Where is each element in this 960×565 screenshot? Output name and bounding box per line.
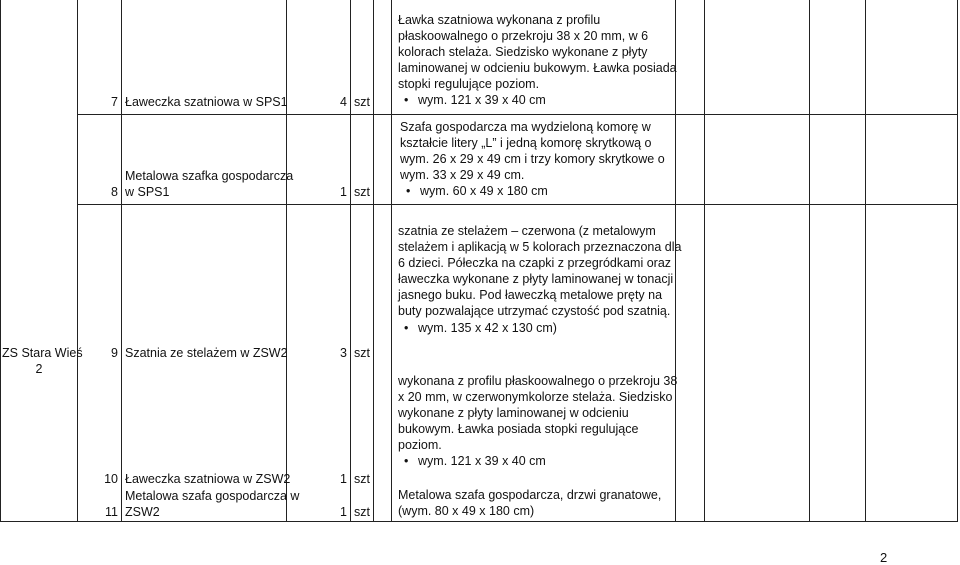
school-label-line: ZS Stara Wieś <box>2 346 83 360</box>
school-label-line: 2 <box>35 361 43 376</box>
dimension-bullet: • wym. 135 x 42 x 130 cm) <box>398 320 674 336</box>
description-line: ławeczka wykonane z płyty laminowanej w tonacji <box>398 272 674 287</box>
description-line: wykonana z profilu płaskoowalnego o przekroju 38 <box>398 374 678 388</box>
description-line: laminowanej w odcieniu bukowym. Ławka posiada <box>398 61 677 76</box>
row-number: 9 <box>111 346 118 360</box>
item-name: Szatnia ze stelażem w ZSW2 <box>125 346 288 360</box>
description-line: kształcie litery „L” i jedną komorę skrytkową o <box>400 136 652 151</box>
description-line: Ławka szatniowa wykonana z profilu <box>398 13 601 27</box>
item-description <box>398 373 678 470</box>
description-line: x 20 mm, w czerwonymkolorze stelaża. Siedzisko <box>398 390 673 405</box>
item-description <box>400 119 676 199</box>
description-line: wym. 26 x 29 x 49 cm i trzy komory skrytkowe o <box>400 152 665 167</box>
dimension-bullet: • wym. 121 x 39 x 40 cm <box>398 92 674 108</box>
item-quantity: 1 <box>340 505 347 519</box>
item-unit: szt <box>354 505 370 519</box>
item-description <box>398 487 688 519</box>
description-line: stopki regulujące poziom. <box>398 77 540 92</box>
description-line: wykonane z płyty laminowanej w odcieniu <box>398 406 629 421</box>
school-label <box>2 346 83 377</box>
item-name-line: Metalowa szafka gospodarcza <box>125 169 294 183</box>
dimension-bullet: • wym. 121 x 39 x 40 cm <box>398 453 674 469</box>
item-quantity: 4 <box>340 95 347 109</box>
description-line: stelażem i aplikacją w 5 kolorach przeznaczona dla <box>398 240 682 255</box>
item-name <box>125 169 294 200</box>
row-number: 11 <box>105 505 118 519</box>
item-unit: szt <box>354 95 370 109</box>
description-line: buty pozwalające utrzymać czystość pod szatnią. <box>398 304 671 319</box>
page-number: 2 <box>880 550 888 565</box>
description-line: (wym. 80 x 49 x 180 cm) <box>398 504 535 519</box>
item-unit: szt <box>354 472 370 486</box>
row-number: 7 <box>111 95 118 109</box>
dimension-bullet: • wym. 60 x 49 x 180 cm <box>400 183 676 199</box>
description-line: płaskoowalnego o przekroju 38 x 20 mm, w 6 <box>398 29 649 44</box>
description-line: 6 dzieci. Półeczka na czapki z przegródkami oraz <box>398 256 672 271</box>
description-line: Metalowa szafa gospodarcza, drzwi granatowe, <box>398 488 662 502</box>
description-line: jasnego buku. Pod ławeczką metalowe pręty na <box>398 288 663 303</box>
row-number: 8 <box>111 185 118 199</box>
description-line: kolorach stelaża. Siedzisko wykonane z płyty <box>398 45 648 60</box>
item-description <box>398 223 682 336</box>
item-quantity: 1 <box>340 185 347 199</box>
item-quantity: 3 <box>340 346 347 360</box>
description-line: bukowym. Ławka posiada stopki regulujące <box>398 422 639 437</box>
item-unit: szt <box>354 185 370 199</box>
description-line: poziom. <box>398 438 442 453</box>
item-name: Ławeczka szatniowa w ZSW2 <box>125 472 291 486</box>
item-unit: szt <box>354 346 370 360</box>
row-number: 10 <box>104 472 118 486</box>
description-line: szatnia ze stelażem – czerwona (z metalowym <box>398 224 656 238</box>
item-name-line: Metalowa szafa gospodarcza w <box>125 489 300 503</box>
item-name: Ławeczka szatniowa w SPS1 <box>125 95 288 109</box>
item-quantity: 1 <box>340 472 347 486</box>
item-description <box>398 12 677 109</box>
item-name-line: ZSW2 <box>125 504 160 519</box>
description-line: Szafa gospodarcza ma wydzieloną komorę w <box>400 120 651 134</box>
item-name <box>125 489 300 520</box>
description-line: wym. 33 x 29 x 49 cm. <box>400 168 525 183</box>
item-name-line: w SPS1 <box>125 184 170 199</box>
